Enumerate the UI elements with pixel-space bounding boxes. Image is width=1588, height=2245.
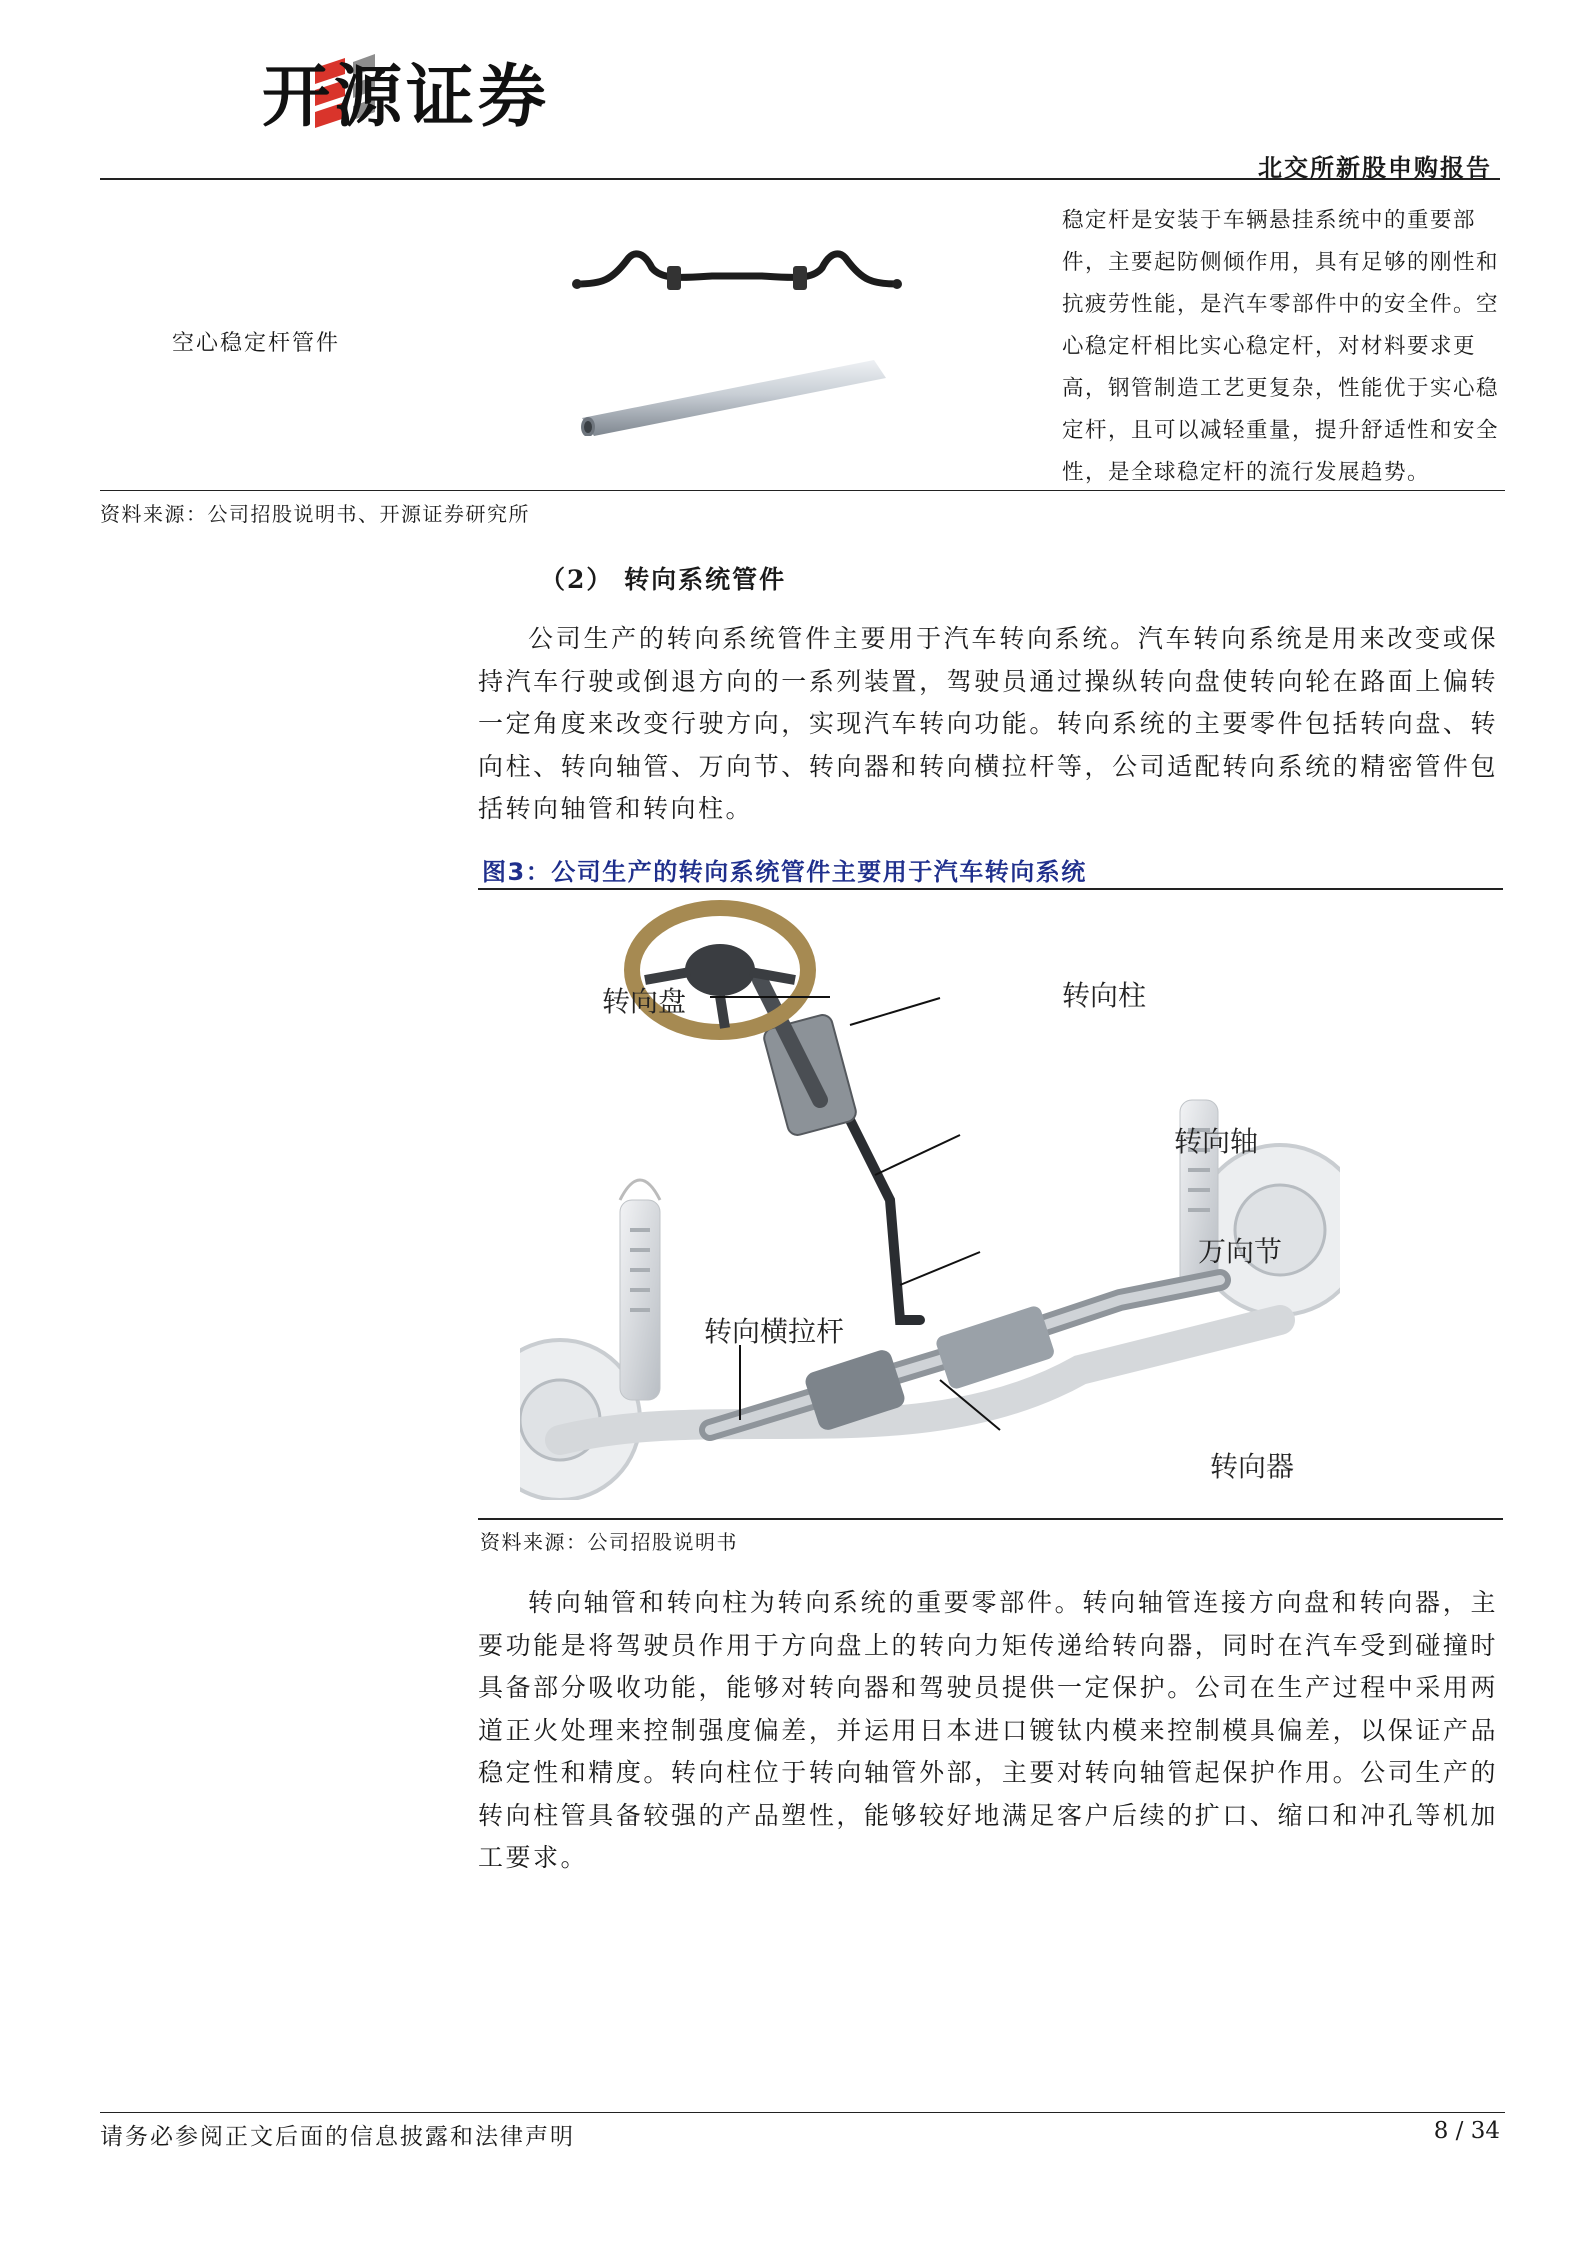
stabilizer-bar-image	[572, 240, 902, 310]
paragraph-1: 公司生产的转向系统管件主要用于汽车转向系统。汽车转向系统是用来改变或保持汽车行驶或倒退方向的一系列装置，驾驶员通过操纵转向盘使转向轮在路面上偏转一定角度来改变行驶方向，实现汽车转向功能。转向系统的主要零件包括转向盘、转向柱、转向轴管、万向节、转向器和转向横拉杆等，公司适配转向系统的精密管件包括转向轴管和转向柱。	[478, 624, 1498, 823]
figure-source: 资料来源：公司招股说明书	[480, 1530, 738, 1554]
label-steering-shaft: 转向轴	[1174, 1125, 1259, 1158]
table-source: 资料来源：公司招股说明书、开源证券研究所	[100, 502, 530, 526]
page-number: 8 / 34	[1433, 2118, 1500, 2144]
product-description-cell: 稳定杆是安装于车辆悬挂系统中的重要部件，主要起防侧倾作用，具有足够的刚性和抗疲劳性能，是汽车零部件中的安全件。空心稳定杆相比实心稳定杆，对材料要求更高，钢管制造工艺更复杂，性能优于实心稳定杆，且可以减轻重量，提升舒适性和安全性，是全球稳定杆的流行发展趋势。	[1062, 208, 1500, 485]
label-tie-rod: 转向横拉杆	[704, 1315, 845, 1348]
label-universal-joint: 万向节	[1198, 1235, 1283, 1268]
hollow-tube-image	[574, 356, 894, 436]
footer-divider	[100, 2112, 1505, 2113]
label-steering-gear: 转向器	[1210, 1450, 1295, 1483]
label-steering-column: 转向柱	[1062, 979, 1147, 1012]
product-name-cell: 空心稳定杆管件	[172, 331, 341, 356]
figure-title: 图3：公司生产的转向系统管件主要用于汽车转向系统	[482, 858, 1087, 886]
footer-disclaimer: 请务必参阅正文后面的信息披露和法律声明	[100, 2124, 575, 2150]
section-title: （2） 转向系统管件	[540, 565, 787, 594]
brand-name: 开源证券	[262, 58, 551, 137]
steering-system-figure	[520, 900, 1340, 1500]
figure-bottom-rule	[478, 1518, 1503, 1520]
label-steering-wheel: 转向盘	[602, 985, 687, 1018]
figure-top-rule	[478, 888, 1503, 890]
paragraph-2: 转向轴管和转向柱为转向系统的重要零部件。转向轴管连接方向盘和转向器，主要功能是将驾驶员作用于方向盘上的转向力矩传递给转向器，同时在汽车受到碰撞时具备部分吸收功能，能够对转向器和驾驶员提供一定保护。公司在生产过程中采用两道正火处理来控制强度偏差，并运用日本进口镀钛内模来控制模具偏差，以保证产品稳定性和精度。转向柱位于转向轴管外部，主要对转向轴管起保护作用。公司生产的转向柱管具备较强的产品塑性，能够较好地满足客户后续的扩口、缩口和冲孔等机加工要求。	[478, 1588, 1498, 1872]
report-type: 北交所新股申购报告	[1258, 153, 1492, 182]
table-bottom-rule	[100, 490, 1505, 491]
header-divider	[100, 178, 1500, 180]
